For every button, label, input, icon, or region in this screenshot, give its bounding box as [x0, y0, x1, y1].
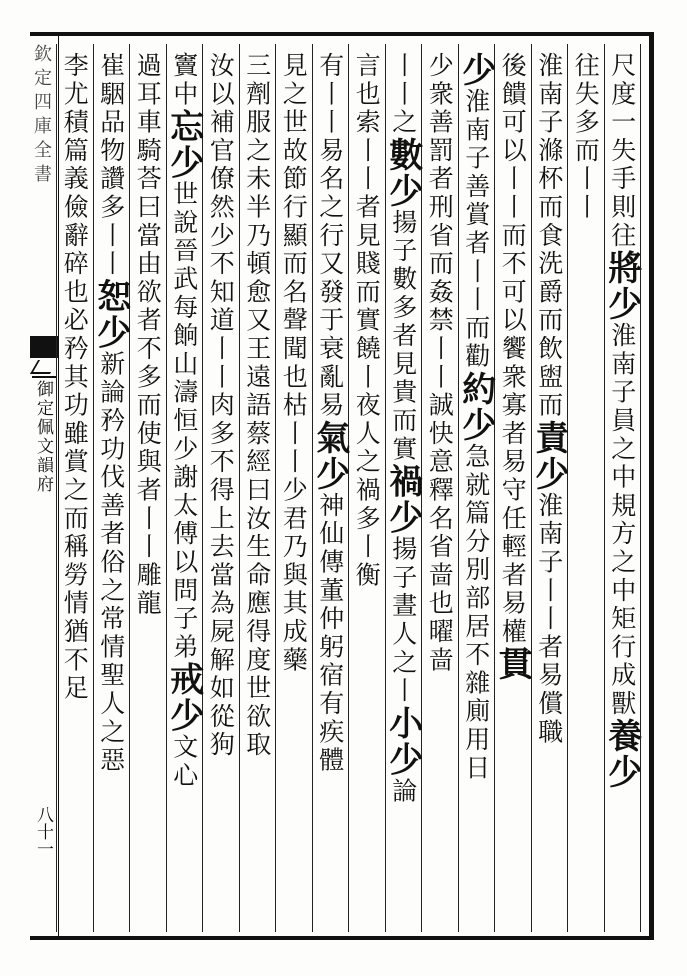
entry-text: 揚子數多者見貴而實: [388, 208, 418, 464]
entry-text: 淮南子員之中規方之中矩行成獸: [607, 322, 637, 719]
column-text: [47, 52, 101, 930]
entry-text: 索丨丨者見賤而實饒: [352, 108, 382, 364]
entry-text: 文心: [169, 733, 199, 791]
page-number: 八十一: [33, 806, 53, 857]
entry-text: 汝以補官僚然少不知道丨丨肉多不得上去當為屍解如從狗: [206, 52, 236, 760]
entry-text: 揚子晝人之丨: [388, 535, 418, 706]
headword: 約少: [455, 371, 496, 443]
entry-text: 枯丨丨少君乃與其成藥: [279, 391, 309, 675]
text-column: [46, 52, 102, 930]
entry-text: 過耳: [133, 52, 163, 109]
headword: 戒少: [163, 661, 204, 734]
entry-text: 急就篇分別部居不雜廁用日: [461, 443, 491, 783]
entry-text: 淮南子丨丨者易償職: [534, 491, 564, 747]
entry-text: 三劑服之未半乃頓愈又王遠語蔡經曰汝生命應得度世欲取: [242, 52, 272, 760]
column-rule: [640, 44, 641, 932]
book-title: 御定佩文韻府: [33, 380, 53, 494]
headword: 數少: [382, 136, 423, 209]
entry-text: 竇中: [169, 52, 199, 109]
headword: 責少: [528, 419, 569, 492]
entry-text: 言也: [352, 52, 382, 109]
entry-text: 後饋可以丨丨而不可以饗衆: [498, 52, 528, 392]
entry-text: 雕龍: [133, 561, 163, 619]
entry-text: 見之世故節行顯而名聲聞也: [279, 52, 309, 392]
entry-text: 往失多而丨丨: [571, 52, 601, 222]
headword: 將少: [601, 250, 642, 323]
entry-text: 崔駰品物讚多丨丨: [96, 52, 126, 279]
entry-text: 少衆善罰者刑省而姦禁: [425, 52, 455, 335]
headword: 禍少: [382, 463, 423, 536]
entry-text: 丨丨之: [388, 52, 418, 137]
headword: 少: [455, 52, 496, 88]
headword: 氣少: [309, 419, 350, 492]
entry-text: 尺度一失手則往: [607, 52, 637, 251]
entry-text: 淮南子善賞者丨丨而勸: [461, 88, 491, 371]
entry-text: 論: [388, 777, 418, 806]
headword: 小少: [382, 705, 423, 778]
headword: 養少: [601, 718, 642, 791]
entry-text: 李尤積篇義儉辭碎: [60, 52, 90, 279]
entry-text: 有丨丨易名之行又發于衰亂易: [315, 52, 345, 420]
entry-text: 衡: [352, 561, 382, 590]
entry-text: 新論矜功伐善者俗之常情聖人之惡: [96, 350, 126, 775]
headword: 忘少: [163, 108, 204, 181]
headword: 恕少: [90, 278, 131, 351]
spine-header: 欽定四庫全書: [31, 44, 52, 188]
entry-text: 也必矜其功雖賞之而稱勞情猶不足: [60, 278, 90, 703]
entry-text: 車騎荅曰當由欲者不多而使與者丨丨: [133, 108, 163, 562]
entry-text: 丨丨誠快意釋名省啬也曜啬: [425, 335, 455, 675]
entry-text: 丨夜人之禍多丨: [352, 363, 382, 562]
entry-text: 淮南子滌杯而食洗爵而飲盥而: [534, 52, 564, 420]
entry-text: 世說晉武每餉山濤恒少謝太傅以問子弟: [169, 180, 199, 662]
entry-text: 神仙傳董仲躬宿有疾體: [315, 491, 345, 775]
entry-text: 寡者易守任輕者易權: [498, 391, 528, 647]
headword: 貫: [492, 646, 533, 683]
